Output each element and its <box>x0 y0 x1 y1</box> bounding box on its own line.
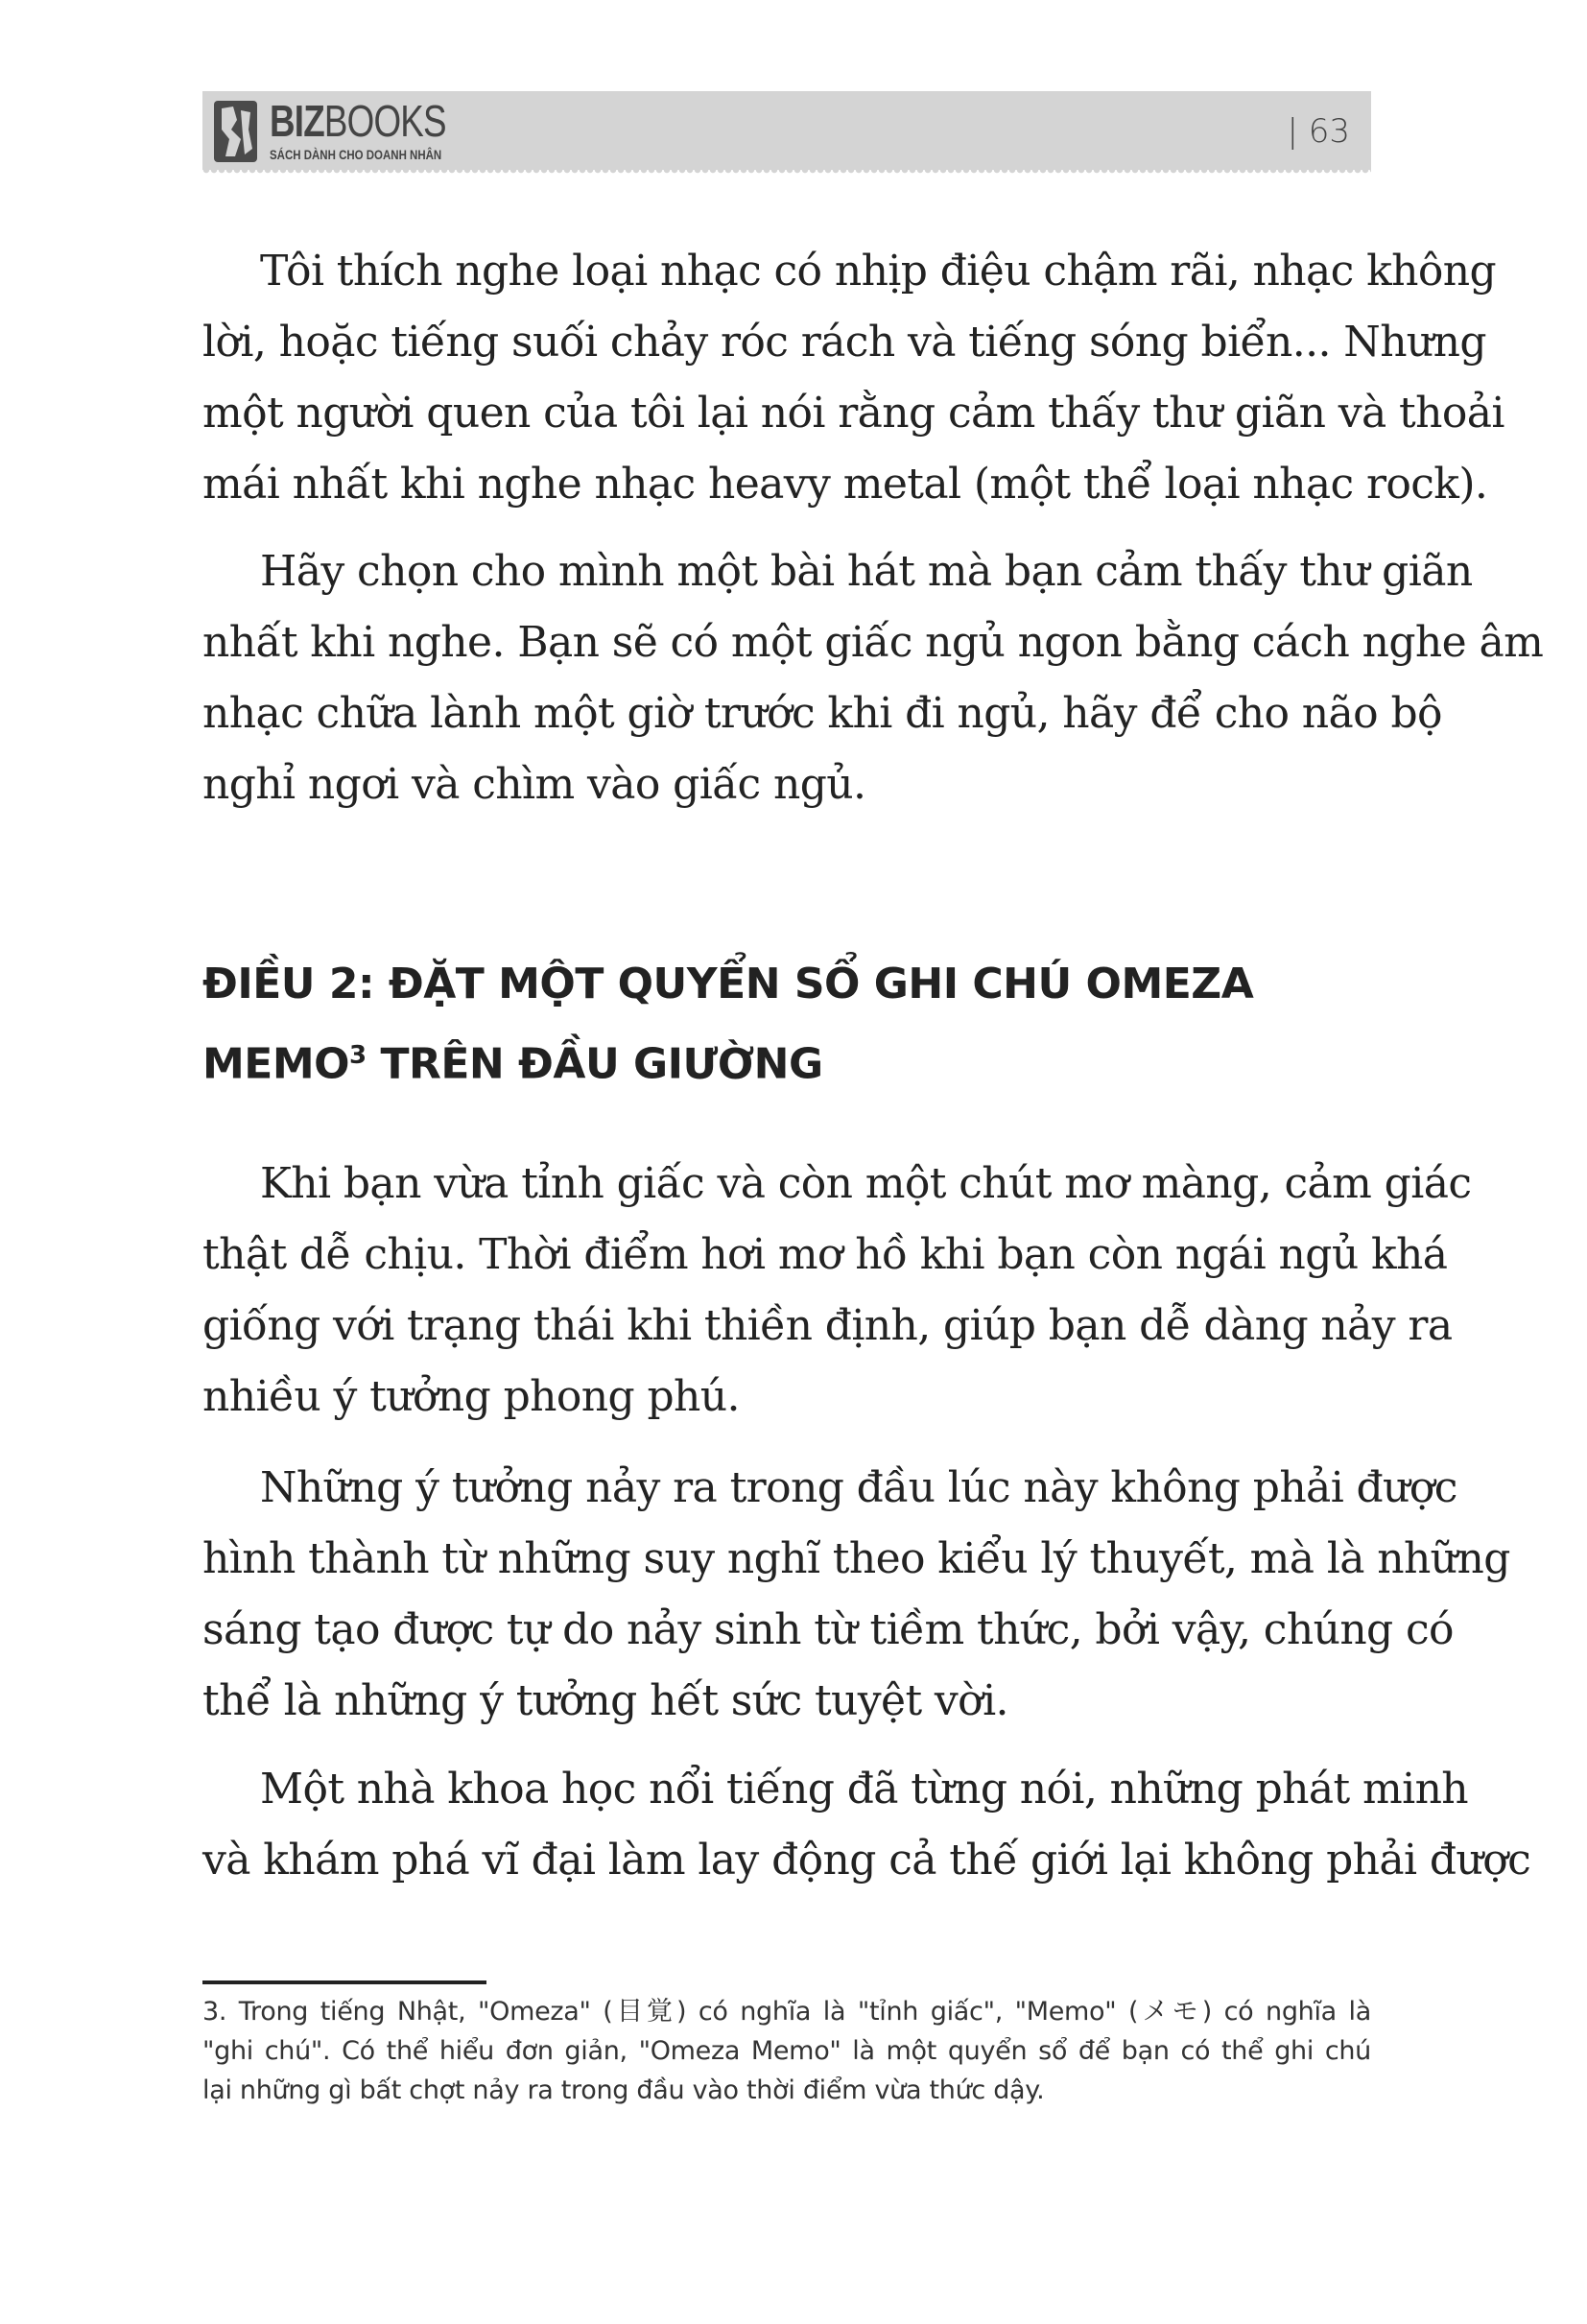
text-line: sáng tạo được tự do nảy sinh từ tiềm thức, bởi vậy, chúng có <box>202 1605 1454 1654</box>
text-line: Tôi thích nghe loại nhạc có nhịp điệu chậm rãi, nhạc không <box>260 247 1497 296</box>
text-line: một người quen của tôi lại nói rằng cảm thấy thư giãn và thoải <box>202 389 1504 438</box>
footnote <box>202 1992 1371 2110</box>
text-line: Những ý tưởng nảy ra trong đầu lúc này không phải được <box>260 1463 1457 1512</box>
section-heading <box>202 949 1371 1101</box>
paragraph-1 <box>202 236 1504 520</box>
header-zigzag-border <box>202 170 1371 176</box>
paragraph-4 <box>202 1453 1510 1737</box>
text-line: thể là những ý tưởng hết sức tuyệt vời. <box>202 1676 1008 1725</box>
heading-line <box>202 1020 1371 1101</box>
text-line: thật dễ chịu. Thời điểm hơi mơ hồ khi bạn còn ngái ngủ khá <box>202 1230 1448 1279</box>
page-number: | 63 <box>1287 112 1350 151</box>
footnote-divider <box>202 1980 486 1984</box>
text-line: hình thành từ những suy nghĩ theo kiểu lý thuyết, mà là những <box>202 1534 1510 1583</box>
text-line: mái nhất khi nghe nhạc heavy metal (một thể loại nhạc rock). <box>202 460 1488 509</box>
footnote-line: "ghi chú". Có thể hiểu đơn giản, "Omeza Memo" là một quyển sổ để bạn có thể ghi chú <box>202 2036 1371 2066</box>
text-line: Một nhà khoa học nổi tiếng đã từng nói, những phát minh <box>260 1765 1469 1814</box>
paragraph-5 <box>202 1754 1531 1896</box>
footnote-ref[interactable]: 3 <box>349 1041 367 1070</box>
text-line: giống với trạng thái khi thiền định, giúp bạn dễ dàng nảy ra <box>202 1301 1453 1350</box>
text-line: lời, hoặc tiếng suối chảy róc rách và tiếng sóng biển... Nhưng <box>202 318 1486 367</box>
text-line: nghỉ ngơi và chìm vào giấc ngủ. <box>202 760 866 809</box>
footnote-line: lại những gì bất chợt nảy ra trong đầu vào thời điểm vừa thức dậy. <box>202 2075 1045 2105</box>
text-line: Hãy chọn cho mình một bài hát mà bạn cảm thấy thư giãn <box>260 547 1473 596</box>
page-header <box>202 91 1371 170</box>
brand-light: BOOKS <box>323 96 446 146</box>
footnote-line: 3. Trong tiếng Nhật, "Omeza" (目覚) có nghĩa là "tỉnh giấc", "Memo" (メモ) có nghĩa là <box>202 1997 1371 2027</box>
bizbooks-logo-icon <box>214 101 257 162</box>
text-line: và khám phá vĩ đại làm lay động cả thế giới lại không phải được <box>202 1836 1531 1885</box>
paragraph-2 <box>202 536 1544 820</box>
text-line: nhạc chữa lành một giờ trước khi đi ngủ, hãy để cho não bộ <box>202 689 1442 738</box>
text-line: nhất khi nghe. Bạn sẽ có một giấc ngủ ngon bằng cách nghe âm <box>202 618 1544 667</box>
paragraph-3 <box>202 1149 1472 1433</box>
heading-line: ĐIỀU 2: ĐẶT MỘT QUYỂN SỔ GHI CHÚ OMEZA <box>202 960 1254 1008</box>
brand-tagline: SÁCH DÀNH CHO DOANH NHÂN <box>270 147 442 162</box>
heading-text: TRÊN ĐẦU GIƯỜNG <box>366 1039 823 1089</box>
brand-name <box>270 97 446 145</box>
text-line: Khi bạn vừa tỉnh giấc và còn một chút mơ màng, cảm giác <box>260 1159 1472 1208</box>
brand-bold: BIZ <box>270 96 324 146</box>
heading-text: MEMO <box>202 1039 350 1089</box>
text-line: nhiều ý tưởng phong phú. <box>202 1372 740 1421</box>
